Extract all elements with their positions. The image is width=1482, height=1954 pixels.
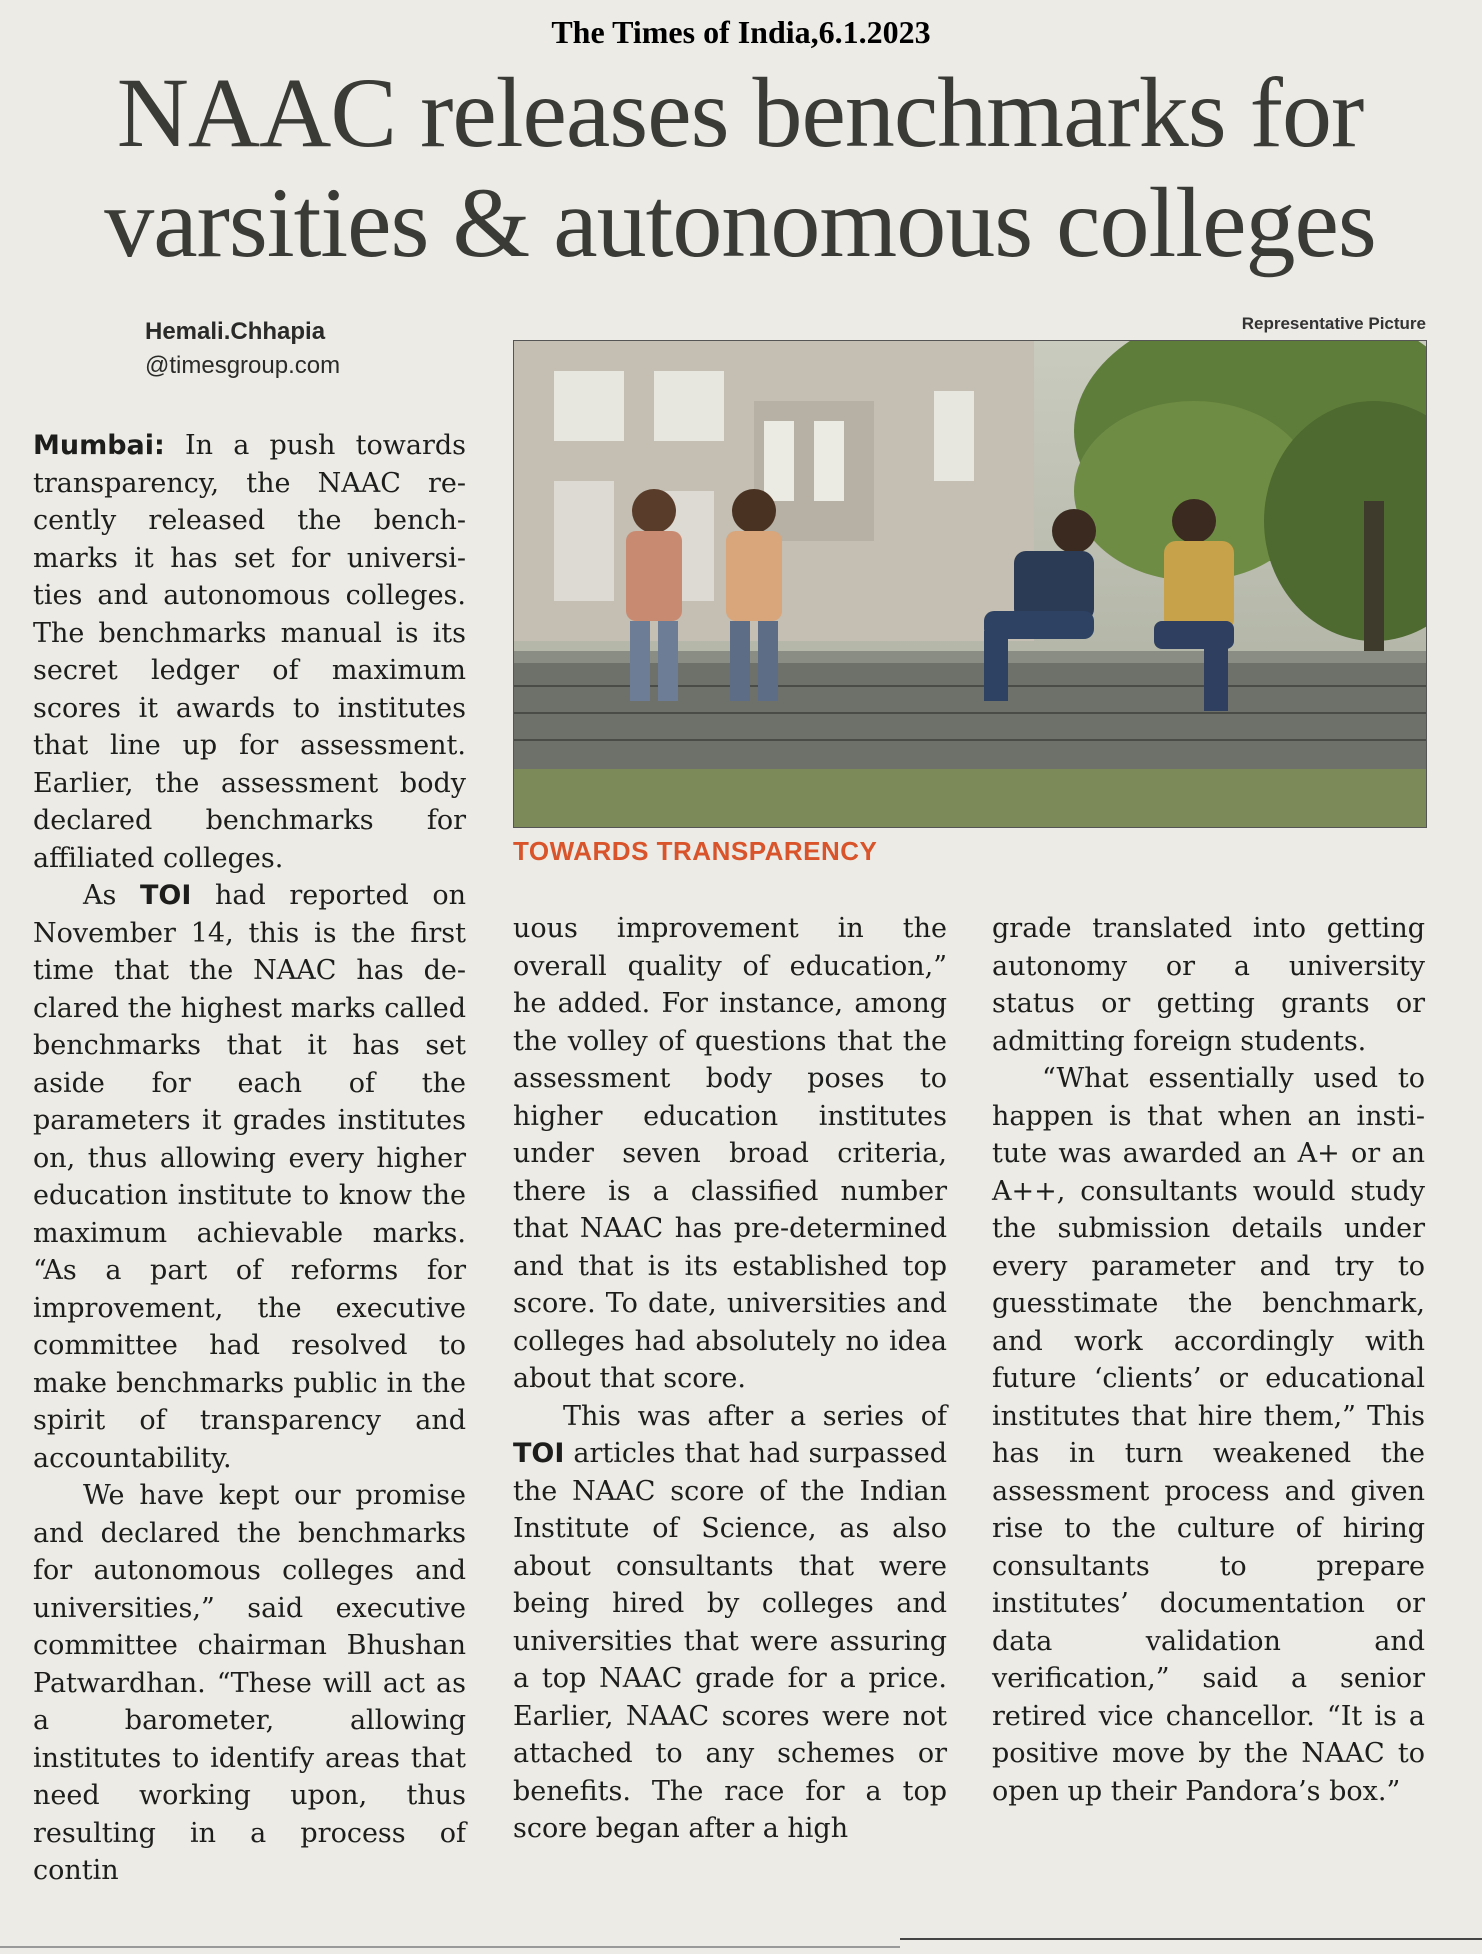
- students-on-wall-illustration: [514, 341, 1426, 827]
- byline-name: Hemali.Chhapia: [145, 318, 326, 345]
- article-paragraph-5: [513, 1398, 947, 1848]
- headline-line-1: NAAC releases benchmarks for: [116, 57, 1364, 168]
- toi-mention: TOI: [139, 880, 192, 911]
- article-paragraph-4: uous improvement in the overall quality of education,” he added. For instance, among the volley of questions that the assessment body poses to higher education institutes under seven broad criteria, there is a classified number that NAAC has pre-determined and that is its established top score. To date, universities and colleges had absolutely no idea about that score.: [513, 913, 947, 1394]
- byline: [145, 315, 340, 383]
- headline: [50, 58, 1430, 278]
- headline-line-2: varsities & autonomous colleges: [104, 167, 1376, 278]
- article-paragraph-2: [33, 877, 466, 1477]
- article-paragraph-6: grade translated into getting autonomy or a university status or getting grants or admitting foreign students.: [992, 913, 1425, 1057]
- photo-credit: Representative Picture: [1241, 314, 1426, 333]
- source-line: The Times of India,6.1.2023: [551, 14, 931, 50]
- paragraph-2-text: had reported on November 14, this is the first time that the NAAC has declared the highest marks called benchmarks that it has set aside for each of the parameters it grades institutes on, thus allowing every higher education institute to know the maximum achievable marks. “As a part of reforms for improvement, the executive committee had resolved to make benchmarks public in the spirit of transparency and accountability.: [33, 880, 467, 1474]
- bottom-divider: [0, 1946, 900, 1948]
- bottom-divider-right: [900, 1938, 1482, 1940]
- dateline: Mumbai:: [33, 430, 165, 461]
- paragraph-2-pre: As: [83, 880, 140, 911]
- article-paragraph-3: We have kept our promise and declared the benchmarks for autonomous colleges and universities,” said executive committee chairman Bhushan Patwardhan. “These will act as a barometer, allowing institutes to identify areas that need working upon, thus resulting in a process of contin: [33, 1480, 466, 1886]
- photo-caption: TOWARDS TRANSPARENCY: [513, 836, 878, 866]
- article-paragraph-1: [33, 427, 466, 877]
- article-column-2: [513, 910, 947, 1848]
- byline-email: @timesgroup.com: [145, 352, 341, 379]
- paragraph-5-pre: This was after a series of: [563, 1400, 947, 1432]
- paragraph-1-text: In a push towards transparency, the NAAC recently released the benchmarks it has set for universities and autonomous colleges. The benchmarks manual is its secret ledger of maximum scores it awards to institutes that line up for assessment. Earlier, the assessment body declared benchmarks for affiliated colleges.: [33, 430, 466, 874]
- paragraph-5-text: articles that had surpassed the NAAC score of the Indian Institute of Science, as also about consultants that were being hired by colleges and universities that were assuring a top NAAC grade for a price. Earlier, NAAC scores were not attached to any schemes or benefits. The race for a top score began after a high: [513, 1438, 947, 1844]
- article-column-1: [33, 427, 466, 1890]
- toi-mention-2: TOI: [513, 1438, 565, 1469]
- article-photo: [513, 340, 1427, 828]
- article-column-3: [992, 910, 1425, 1810]
- article-paragraph-7: “What essentially used to happen is that when an institute was awarded an A+ or an A++, consultants would study the submission details under every parameter and try to guesstimate the benchmark, and work accordingly with future ‘clients’ or educational institutes that hire them,” This has in turn weakened the assessment process and given rise to the culture of hiring consultants to prepare institutes’ documentation or data validation and verification,” said a senior retired vice chancellor. “It is a positive move by the NAAC to open up their Pandora’s box.”: [992, 1063, 1425, 1807]
